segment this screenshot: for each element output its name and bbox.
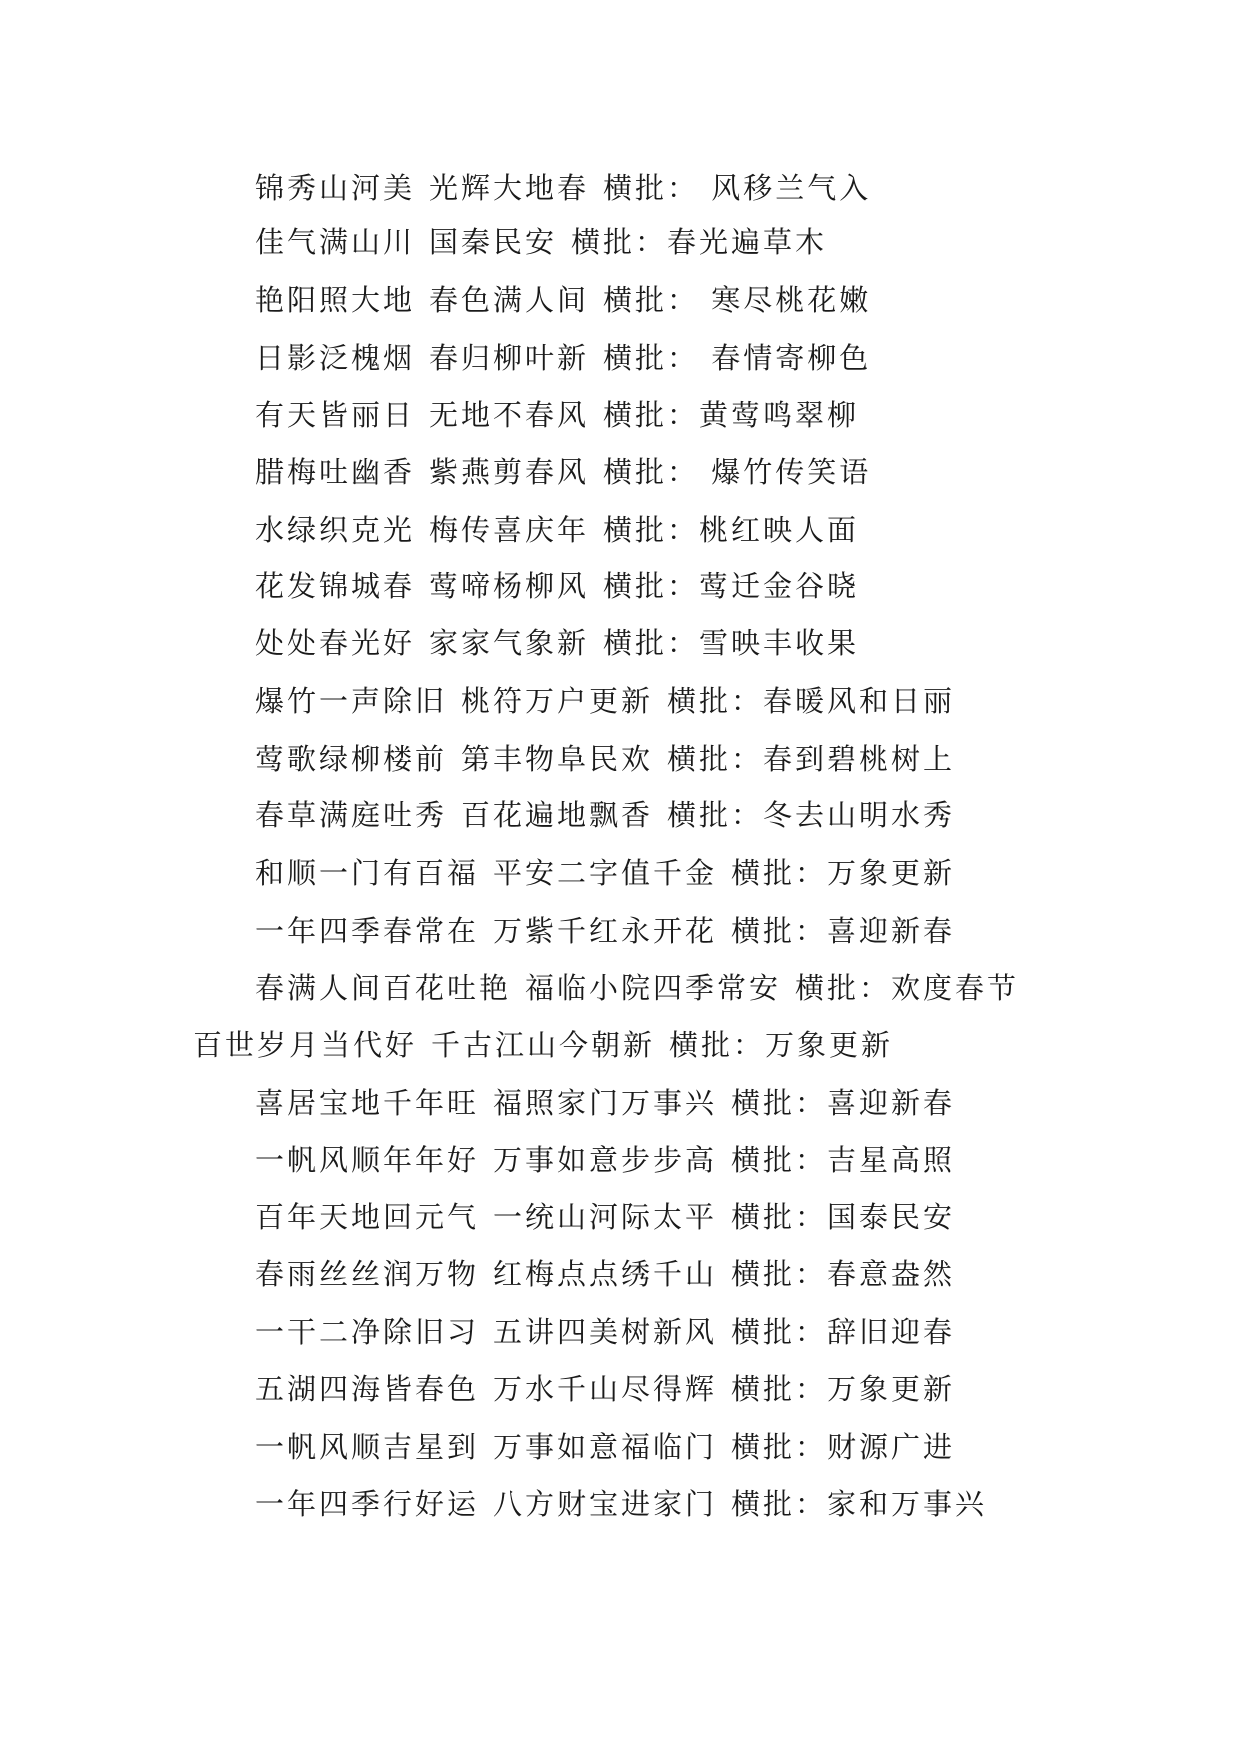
banner-text: 春暖风和日丽 [763, 684, 956, 718]
banner-text: 欢度春节 [891, 971, 1020, 1005]
banner-label: 横批： [667, 742, 764, 776]
couplet-upper: 腊梅吐幽香 [255, 455, 416, 489]
banner-label: 横批： [603, 341, 700, 375]
banner-text: 辞旧迎春 [827, 1315, 956, 1349]
couplet-line-5 [255, 395, 859, 435]
banner-label: 横批： [731, 1315, 828, 1349]
couplet-lower: 春色满人间 [429, 283, 590, 317]
banner-label: 横批： [731, 856, 828, 890]
couplet-upper: 花发锦城春 [255, 569, 416, 603]
couplet-upper: 一帆风顺年年好 [255, 1143, 480, 1177]
couplet-upper: 有天皆丽日 [255, 398, 416, 432]
couplet-upper: 水绿织克光 [255, 513, 416, 547]
couplet-upper: 日影泛槐烟 [255, 341, 416, 375]
banner-label: 横批： [731, 914, 828, 948]
banner-label: 横批： [603, 171, 700, 205]
couplet-line-23 [255, 1427, 955, 1467]
couplet-upper: 百世岁月当代好 [193, 1028, 418, 1062]
banner-text: 春情寄柳色 [699, 341, 872, 375]
couplet-line-21 [255, 1312, 955, 1352]
couplet-line-15 [255, 968, 1019, 1008]
couplet-line-12 [255, 795, 955, 835]
couplet-line-1 [255, 168, 871, 208]
couplet-upper: 一帆风顺吉星到 [255, 1430, 480, 1464]
banner-text: 莺迁金谷晓 [699, 569, 860, 603]
couplet-line-11 [255, 739, 955, 779]
banner-label: 横批： [571, 225, 668, 259]
banner-text: 春光遍草木 [667, 225, 828, 259]
couplet-upper: 百年天地回元气 [255, 1200, 480, 1234]
banner-label: 横批： [731, 1487, 828, 1521]
couplet-upper: 春满人间百花吐艳 [255, 971, 512, 1005]
couplet-upper: 和顺一门有百福 [255, 856, 480, 890]
couplet-upper: 一年四季行好运 [255, 1487, 480, 1521]
banner-text: 喜迎新春 [827, 1086, 956, 1120]
couplet-upper: 锦秀山河美 [255, 171, 416, 205]
couplet-line-18 [255, 1140, 955, 1180]
couplet-upper: 喜居宝地千年旺 [255, 1086, 480, 1120]
couplet-lower: 第丰物阜民欢 [461, 742, 654, 776]
couplet-lower: 一统山河际太平 [493, 1200, 718, 1234]
couplet-lower: 国秦民安 [429, 225, 558, 259]
banner-label: 横批： [731, 1257, 828, 1291]
couplet-line-16 [193, 1025, 893, 1065]
couplet-lower: 百花遍地飘香 [461, 798, 654, 832]
banner-text: 吉星高照 [827, 1143, 956, 1177]
couplet-line-14 [255, 911, 955, 951]
couplet-lower: 五讲四美树新风 [493, 1315, 718, 1349]
couplet-upper: 春草满庭吐秀 [255, 798, 448, 832]
couplet-upper: 艳阳照大地 [255, 283, 416, 317]
couplet-lower: 万水千山尽得辉 [493, 1372, 718, 1406]
banner-text: 喜迎新春 [827, 914, 956, 948]
couplet-lower: 万事如意步步高 [493, 1143, 718, 1177]
banner-text: 财源广进 [827, 1430, 956, 1464]
couplet-line-20 [255, 1254, 955, 1294]
couplet-line-9 [255, 623, 859, 663]
couplet-lower: 桃符万户更新 [461, 684, 654, 718]
banner-label: 横批： [795, 971, 892, 1005]
couplet-lower: 家家气象新 [429, 626, 590, 660]
couplet-upper: 五湖四海皆春色 [255, 1372, 480, 1406]
couplet-lower: 梅传喜庆年 [429, 513, 590, 547]
banner-label: 横批： [667, 684, 764, 718]
couplet-upper: 春雨丝丝润万物 [255, 1257, 480, 1291]
banner-label: 横批： [667, 798, 764, 832]
couplet-lower: 万紫千红永开花 [493, 914, 718, 948]
banner-label: 横批： [603, 513, 700, 547]
couplet-lower: 春归柳叶新 [429, 341, 590, 375]
couplet-line-10 [255, 681, 955, 721]
couplet-lower: 莺啼杨柳风 [429, 569, 590, 603]
banner-text: 冬去山明水秀 [763, 798, 956, 832]
couplet-line-13 [255, 853, 955, 893]
banner-text: 万象更新 [827, 856, 956, 890]
couplet-lower: 平安二字值千金 [493, 856, 718, 890]
banner-label: 横批： [731, 1086, 828, 1120]
couplet-line-8 [255, 566, 859, 606]
banner-text: 春意盎然 [827, 1257, 956, 1291]
banner-text: 春到碧桃树上 [763, 742, 956, 776]
couplet-line-2 [255, 222, 827, 262]
banner-text: 爆竹传笑语 [699, 455, 872, 489]
couplet-lower: 福临小院四季常安 [525, 971, 782, 1005]
couplet-lower: 福照家门万事兴 [493, 1086, 718, 1120]
couplet-upper: 佳气满山川 [255, 225, 416, 259]
couplet-lower: 万事如意福临门 [493, 1430, 718, 1464]
banner-label: 横批： [669, 1028, 766, 1062]
couplet-upper: 处处春光好 [255, 626, 416, 660]
banner-label: 横批： [603, 398, 700, 432]
banner-text: 万象更新 [827, 1372, 956, 1406]
banner-text: 风移兰气入 [699, 171, 872, 205]
couplet-line-3 [255, 280, 871, 320]
couplet-line-24 [255, 1484, 987, 1524]
banner-text: 黄莺鸣翠柳 [699, 398, 860, 432]
couplet-line-4 [255, 338, 871, 378]
banner-label: 横批： [731, 1372, 828, 1406]
banner-text: 万象更新 [765, 1028, 894, 1062]
banner-text: 雪映丰收果 [699, 626, 860, 660]
couplet-lower: 红梅点点绣千山 [493, 1257, 718, 1291]
couplet-lower: 光辉大地春 [429, 171, 590, 205]
couplet-lower: 千古江山今朝新 [431, 1028, 656, 1062]
banner-text: 寒尽桃花嫩 [699, 283, 872, 317]
couplet-lower: 无地不春风 [429, 398, 590, 432]
couplet-line-19 [255, 1197, 955, 1237]
couplet-line-7 [255, 510, 859, 550]
banner-label: 横批： [731, 1430, 828, 1464]
couplet-upper: 爆竹一声除旧 [255, 684, 448, 718]
couplet-upper: 一年四季春常在 [255, 914, 480, 948]
banner-label: 横批： [603, 455, 700, 489]
banner-label: 横批： [731, 1143, 828, 1177]
couplet-line-22 [255, 1369, 955, 1409]
couplet-lower: 紫燕剪春风 [429, 455, 590, 489]
banner-label: 横批： [603, 626, 700, 660]
banner-text: 桃红映人面 [699, 513, 860, 547]
banner-text: 国泰民安 [827, 1200, 956, 1234]
banner-label: 横批： [731, 1200, 828, 1234]
banner-text: 家和万事兴 [827, 1487, 988, 1521]
banner-label: 横批： [603, 569, 700, 603]
couplet-upper: 一干二净除旧习 [255, 1315, 480, 1349]
couplet-upper: 莺歌绿柳楼前 [255, 742, 448, 776]
couplet-lower: 八方财宝进家门 [493, 1487, 718, 1521]
couplet-line-17 [255, 1083, 955, 1123]
couplet-line-6 [255, 452, 871, 492]
banner-label: 横批： [603, 283, 700, 317]
